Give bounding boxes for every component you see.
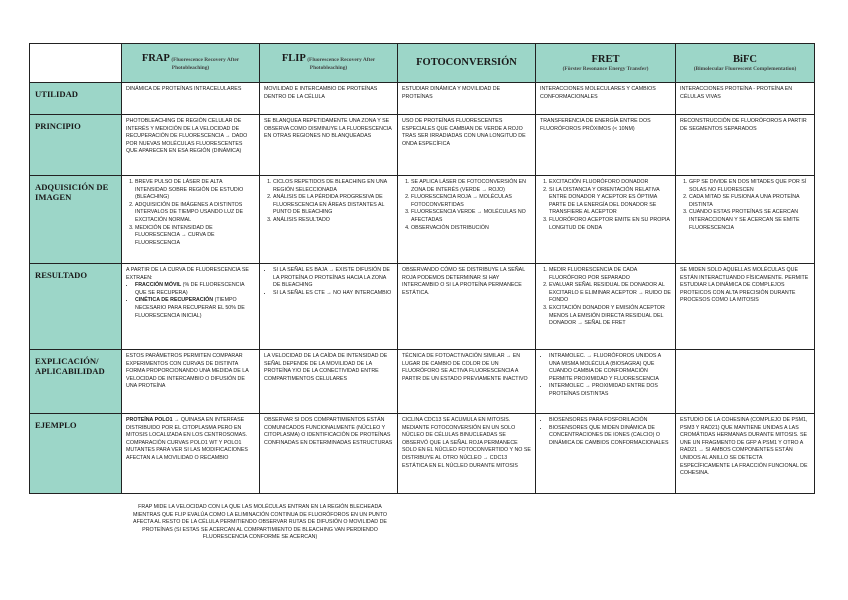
cell-resultado-fotoconversion: OBSERVANDO CÓMO SE DISTRIBUYE LA SEÑAL ROJA PODEMOS DETERMINAR SI HAY INTERCAMBIO O SI LA PROTEÍNA PERMANECE ESTÁTICA. <box>398 264 536 350</box>
list-item: 2. SI LA DISTANCIA Y ORIENTACIÓN RELATIVA ENTRE DONADOR Y ACEPTOR ES ÓPTIMA PARTE DE LA ENERGÍA DEL DONADOR SE TRANSFIERE AL ACEPTOR <box>549 187 671 217</box>
row-ejemplo <box>30 414 815 494</box>
cell-ejemplo-frap <box>122 414 260 494</box>
cell-utilidad-frap: DINÁMICA DE PROTEÍNAS INTRACELULARES <box>122 83 260 115</box>
numbered-list <box>540 179 671 232</box>
numbered-list <box>680 179 810 232</box>
column-subtitle: (Fluorescence Recovery After Photobleaching) <box>171 57 240 72</box>
cell-principio-fotoconversion: USO DE PROTEÍNAS FLUORESCENTES ESPECIALES QUE CAMBIAN DE VERDE A ROJO TRAS SER IRRADIADAS CON UNA LONGITUD DE ONDA ESPECÍFICA <box>398 115 536 176</box>
row-utilidad <box>30 83 815 115</box>
list-item: 3. CUANDO ESTAS PROTEÍNAS SE ACERCAN INTERACCIONAN Y SE ACERCAN SE EMITE FLUORESCENCIA <box>689 209 810 232</box>
list-item: • BIOSENSORES QUE MIDEN DINÁMICA DE CONCENTRACIONES DE IONES (CALCIO) O DINÁMICA DE CAMBIOS CONFORMACIONALES <box>549 425 671 448</box>
list-item: 3. ANÁLISIS RESULTADO <box>273 217 393 225</box>
term: CINÉTICA DE RECUPERACIÓN <box>135 297 214 304</box>
column-subtitle: (Bimolecular Fluorescent Complementation) <box>693 65 797 72</box>
term: FRACCIÓN MÓVIL <box>135 282 182 289</box>
list-item: • INTERMOLEC → PROXIMIDAD ENTRE DOS PROTEÍNAS DISTINTAS <box>549 383 671 398</box>
bullet-list <box>540 417 671 447</box>
term: PROTEÍNA POLO1 <box>126 417 173 423</box>
cell-adquisicion-flip <box>260 176 398 264</box>
list-item: 1. EXCITACIÓN FLUORÓFORO DONADOR <box>549 179 671 187</box>
row-principio <box>30 115 815 176</box>
list-item: 1. MEDIR FLUORESCENCIA DE CADA FLUORÓFORO POR SEPARADO <box>549 267 671 282</box>
column-header-fotoconversion <box>398 44 536 83</box>
column-title: FRAP <box>141 53 170 65</box>
bullet-list <box>126 282 255 320</box>
cell-adquisicion-frap <box>122 176 260 264</box>
row-explicacion <box>30 350 815 414</box>
techniques-table <box>29 43 815 494</box>
cell-utilidad-fret: INTERACCIONES MOLECULARES Y CAMBIOS CONFORMACIONALES <box>536 83 676 115</box>
column-title: FOTOCONVERSIÓN <box>416 57 517 68</box>
numbered-list <box>402 179 531 232</box>
cell-utilidad-fotoconversion: ESTUDIAR DINÁMICA Y MOVILIDAD DE PROTEÍNAS <box>398 83 536 115</box>
cell-explicacion-frap: ESTOS PARÁMETROS PERMITEN COMPARAR EXPERIMENTOS CON CURVAS DE DISTINTA FORMA PROPORCIONANDO UNA MEDIDA DE LA VELOCIDAD DE INTERCAMBIO O DIFUSIÓN DE UNA PROTEÍNA <box>122 350 260 414</box>
list-item: • INTRAMOLEC. → FLUORÓFOROS UNIDOS A UNA MISMA MOLÉCULA (BIOSAGRA) QUE CUANDO CAMBIA DE CONFORMACIÓN PERMITE PROXIMIDAD Y FLUORESCENCIA <box>549 353 671 383</box>
list-item: 1. SE APLICA LÁSER DE FOTOCONVERSIÓN EN ZONA DE INTERÉS (VERDE → ROJO) <box>411 179 531 194</box>
bullet-list <box>264 267 393 297</box>
list-item: 3. EXCITACIÓN DONADOR Y EMISIÓN ACEPTOR MENOS LA EMISIÓN DIRECTA RESIDUAL DEL DONADOR → SEÑAL DE FRET <box>549 305 671 328</box>
column-title: FRET <box>591 53 620 65</box>
list-item: 1. CICLOS REPETIDOS DE BLEACHING EN UNA REGIÓN SELECCIONADA <box>273 179 393 194</box>
row-header-utilidad: UTILIDAD <box>30 83 122 115</box>
cell-principio-bifc: RECONSTRUCCIÓN DE FLUORÓFOROS A PARTIR DE SEGMENTOS SEPARADOS <box>676 115 815 176</box>
column-subtitle: (Fluorescence Recovery After Photobleaching) <box>307 57 376 72</box>
row-header-ejemplo: EJEMPLO <box>30 414 122 494</box>
cell-principio-fret: TRANSFERENCIA DE ENERGÍA ENTRE DOS FLUORÓFOROS PRÓXIMOS (< 10NM) <box>536 115 676 176</box>
cell-explicacion-fotoconversion: TÉCNICA DE FOTOACTIVACIÓN SIMILAR → EN LUGAR DE CAMBIO DE COLOR DE UN FLUORÓFORO SE ACTIVA FLUORESCENCIA A PARTIR DE UN ESTADO PREVIAMENTE INACTIVO <box>398 350 536 414</box>
cell-resultado-fret <box>536 264 676 350</box>
list-item <box>135 282 255 297</box>
row-adquisicion <box>30 176 815 264</box>
cell-intro: A PARTIR DE LA CURVA DE FLUORESCENCIA SE EXTRAEN: <box>126 267 249 281</box>
column-header-flip <box>260 44 398 83</box>
list-item: 3. MEDICIÓN DE INTENSIDAD DE FLUORESCENCIA → CURVA DE FLUORESCENCIA <box>135 225 255 248</box>
numbered-list <box>540 267 671 328</box>
list-item: 2. ADQUISICIÓN DE IMÁGENES A DISTINTOS INTERVALOS DE TIEMPO USANDO LUZ DE EXCITACIÓN NORMAL <box>135 202 255 225</box>
column-header-frap <box>122 44 260 83</box>
cell-ejemplo-bifc: ESTUDIO DE LA COHESINA (COMPLEJO DE PSM1, PSM3 Y RAD21) QUE MANTIENE UNIDAS A LAS CROMÁTIDAS HERMANAS DURANTE MITOSIS. SE UNE UN FRAGMENTO DE GFP A PSM1 Y OTRO A RAD21 → SI AMBOS COMPONENTES ESTÁN UNIDOS AL ANILLO SE DETECTA ESPECÍFICAMENTE LA FRACCIÓN FUNCIONAL DE COHESINA. <box>676 414 815 494</box>
cell-resultado-frap <box>122 264 260 350</box>
corner-cell <box>30 44 122 83</box>
row-resultado <box>30 264 815 350</box>
list-item: • SI LA SEÑAL ES BAJA → EXISTE DIFUSIÓN DE LA PROTEÍNA O PROTEÍNAS HACIA LA ZONA DE BLEACHING <box>273 267 393 290</box>
list-item: • SI LA SEÑAL ES CTE → NO HAY INTERCAMBIO <box>273 290 393 298</box>
numbered-list <box>126 179 255 247</box>
term-description: → QUINASA EN INTERFASE DISTRIBUIDO POR EL CITOPLASMA PERO EN MITOSIS LOCALIZADA EN LOS CENTROSOMAS. COMPARACIÓN CURVAS POLO1 WT Y POLO1 MUTANTES PARA VER SI LAS MODIFICACIONES AFECTAN A LA MOVILIDAD O RECAMBIO <box>126 417 248 461</box>
header-row <box>30 44 815 83</box>
cell-principio-frap: PHOTOBLEACHING DE REGIÓN CELULAR DE INTERÉS Y MEDICIÓN DE LA VELOCIDAD DE RECUPERACIÓN DE FLUORESCENCIA → DADO POR NUEVAS MOLÉCULAS FLUORESCENTES QUE APARECEN EN ESA REGIÓN (DINÁMICA) <box>122 115 260 176</box>
term-description: (TIEMPO NECESARIO PARA RECUPERAR EL 50% DE FLUORESCENCIA INICIAL) <box>135 297 245 319</box>
list-item: 3. FLUORÓFORO ACEPTOR EMITE EN SU PROPIA LONGITUD DE ONDA <box>549 217 671 232</box>
cell-ejemplo-flip: OBSERVAR SI DOS COMPARTIMIENTOS ESTÁN COMUNICADOS FUNCIONALMENTE (NÚCLEO Y CITOPLASMA) O IDENTIFICACIÓN DE PROTEÍNAS CONFINADAS EN DETERMINADAS ESTRUCTURAS <box>260 414 398 494</box>
list-item <box>135 297 255 320</box>
row-header-explicacion: EXPLICACIÓN/ APLICABILIDAD <box>30 350 122 414</box>
list-item: 3. FLUORESCENCIA VERDE → MOLÉCULAS NO AFECTADAS <box>411 209 531 224</box>
list-item: • BIOSENSORES PARA FOSFORILACIÓN <box>549 417 671 425</box>
cell-principio-flip: SE BLANQUEA REPETIDAMENTE UNA ZONA Y SE OBSERVA COMO DISMINUYE LA FLUORESCENCIA EN OTRAS REGIONES NO BLANQUEADAS <box>260 115 398 176</box>
footnote: FRAP MIDE LA VELOCIDAD CON LA QUE LAS MOLÉCULAS ENTRAN EN LA REGIÓN BLECHEADA MIENTRAS QUE FLIP EVALÚA COMO LA ELIMINACIÓN CONTINUA DE FLUORÓFOROS EN UN PUNTO AFECTA AL RESTO DE LA CÉLULA PERMITIENDO OBSERVAR RUTAS DE DIFUSIÓN O MOVILIDAD DE PROTEÍNAS (SI ESTAS SE ACERCAN AL COMPARTIMIENTO DE BLEACHING VAN PERDIENDO FLUORESCENCIA CONFORME SE ACERCAN) <box>133 504 387 541</box>
cell-adquisicion-fret <box>536 176 676 264</box>
list-item: 4. OBSERVACIÓN DISTRIBUCIÓN <box>411 225 531 233</box>
cell-resultado-flip <box>260 264 398 350</box>
cell-ejemplo-fotoconversion: CICLINA CDC13 SE ACUMULA EN MITOSIS. MEDIANTE FOTOCONVERSIÓN EN UN SOLO NÚCLEO DE CÉLULAS BINUCLEADAS SE OBSERVÓ QUE LA SEÑAL ROJA PERMANECE SOLO EN EL NÚCLEO FOTOCONVERTIDO Y NO SE DISTRIBUYE AL OTRO NÚCLEO → CDC13 ESTÁTICA EN EL NÚCLEO DURANTE MITOSIS <box>398 414 536 494</box>
cell-explicacion-bifc <box>676 350 815 414</box>
column-title: FLIP <box>281 53 306 65</box>
column-subtitle: (Förster Resonance Energy Transfer) <box>562 65 649 72</box>
cell-resultado-bifc: SE MIDEN SOLO AQUELLAS MOLÉCULAS QUE ESTÁN INTERACTUANDO FÍSICAMENTE. PERMITE ESTUDIAR LA DINÁMICA DE COMPLEJOS PROTEICOS CON ALTA PRECISIÓN DURANTE PROCESOS COMO LA MITOSIS <box>676 264 815 350</box>
list-item: 2. ANÁLISIS DE LA PÉRDIDA PROGRESIVA DE FLUORESCENCIA EN ÁREAS DISTANTES AL PUNTO DE BLEACHING <box>273 194 393 217</box>
cell-utilidad-flip: MOVILIDAD E INTERCAMBIO DE PROTEÍNAS DENTRO DE LA CÉLULA <box>260 83 398 115</box>
cell-explicacion-flip: LA VELOCIDAD DE LA CAÍDA DE INTENSIDAD DE SEÑAL DEPENDE DE LA MOVILIDAD DE LA PROTEÍNA Y/O DE LA CONECTIVIDAD ENTRE COMPARTIMENTOS CELULARES <box>260 350 398 414</box>
numbered-list <box>264 179 393 225</box>
column-header-bifc <box>676 44 815 83</box>
row-header-principio: PRINCIPIO <box>30 115 122 176</box>
list-item: 1. GFP SE DIVIDE EN DOS MITADES QUE POR SÍ SOLAS NO FLUORESCEN <box>689 179 810 194</box>
row-header-resultado: RESULTADO <box>30 264 122 350</box>
cell-adquisicion-fotoconversion <box>398 176 536 264</box>
cell-explicacion-fret <box>536 350 676 414</box>
term-description: (% DE FLUORESCENCIA QUE SE RECUPERA) <box>135 282 245 296</box>
list-item: 2. CADA MITAD SE FUSIONA A UNA PROTEÍNA DISTINTA <box>689 194 810 209</box>
bullet-list <box>540 353 671 399</box>
column-title: BiFC <box>733 53 757 65</box>
row-header-adquisicion: ADQUISICIÓN DE IMAGEN <box>30 176 122 264</box>
list-item: 2. EVALUAR SEÑAL RESIDUAL DE DONADOR AL EXCITARLO E ELIMINAR ACEPTOR → RUIDO DE FONDO <box>549 282 671 305</box>
column-header-fret <box>536 44 676 83</box>
list-item: 1. BREVE PULSO DE LÁSER DE ALTA INTENSIDAD SOBRE REGIÓN DE ESTUDIO (BLEACHING) <box>135 179 255 202</box>
cell-ejemplo-fret <box>536 414 676 494</box>
cell-adquisicion-bifc <box>676 176 815 264</box>
cell-utilidad-bifc: INTERACCIONES PROTEÍNA - PROTEÍNA EN CÉLULAS VIVAS <box>676 83 815 115</box>
list-item: 2. FLUORESCENCIA ROJA → MOLÉCULAS FOTOCONVERTIDAS <box>411 194 531 209</box>
